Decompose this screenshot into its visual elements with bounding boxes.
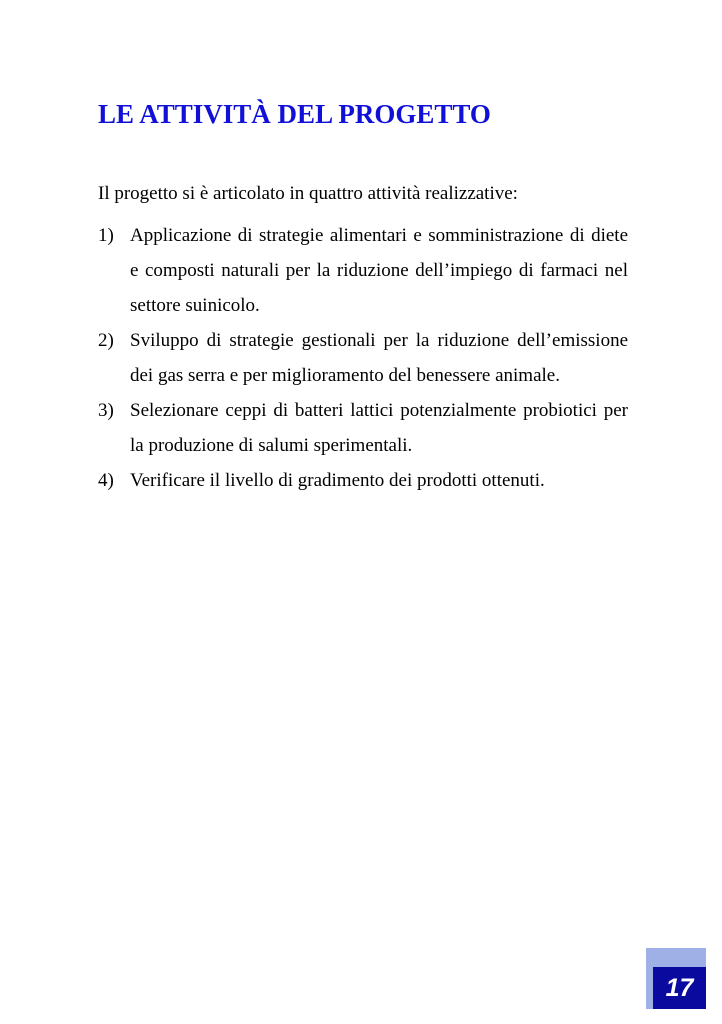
list-item-number: 1) [98,225,114,246]
page-number: 17 [665,973,694,1002]
intro-paragraph: Il progetto si è articolato in quattro attività realizzative: [98,183,518,204]
list-item [98,463,628,498]
list-item-text: Applicazione di strategie alimentari e somministrazione di diete e composti naturali per la riduzione dell’impiego di farmaci nel settore suinicolo. [130,225,628,316]
list-item [98,323,628,393]
list-item [98,393,628,463]
list-item-number: 2) [98,330,114,351]
list-item-number: 4) [98,470,114,491]
list-item [98,218,628,323]
page-title: LE ATTIVITÀ DEL PROGETTO [98,99,491,129]
list-item-text: Sviluppo di strategie gestionali per la riduzione dell’emissione dei gas serra e per miglioramento del benessere animale. [130,330,628,386]
list-item-text: Verificare il livello di gradimento dei prodotti ottenuti. [130,470,545,491]
list-item-text: Selezionare ceppi di batteri lattici potenzialmente probiotici per la produzione di salumi sperimentali. [130,400,628,456]
list-item-number: 3) [98,400,114,421]
page-number-badge [653,967,706,1009]
activities-list [98,218,628,498]
